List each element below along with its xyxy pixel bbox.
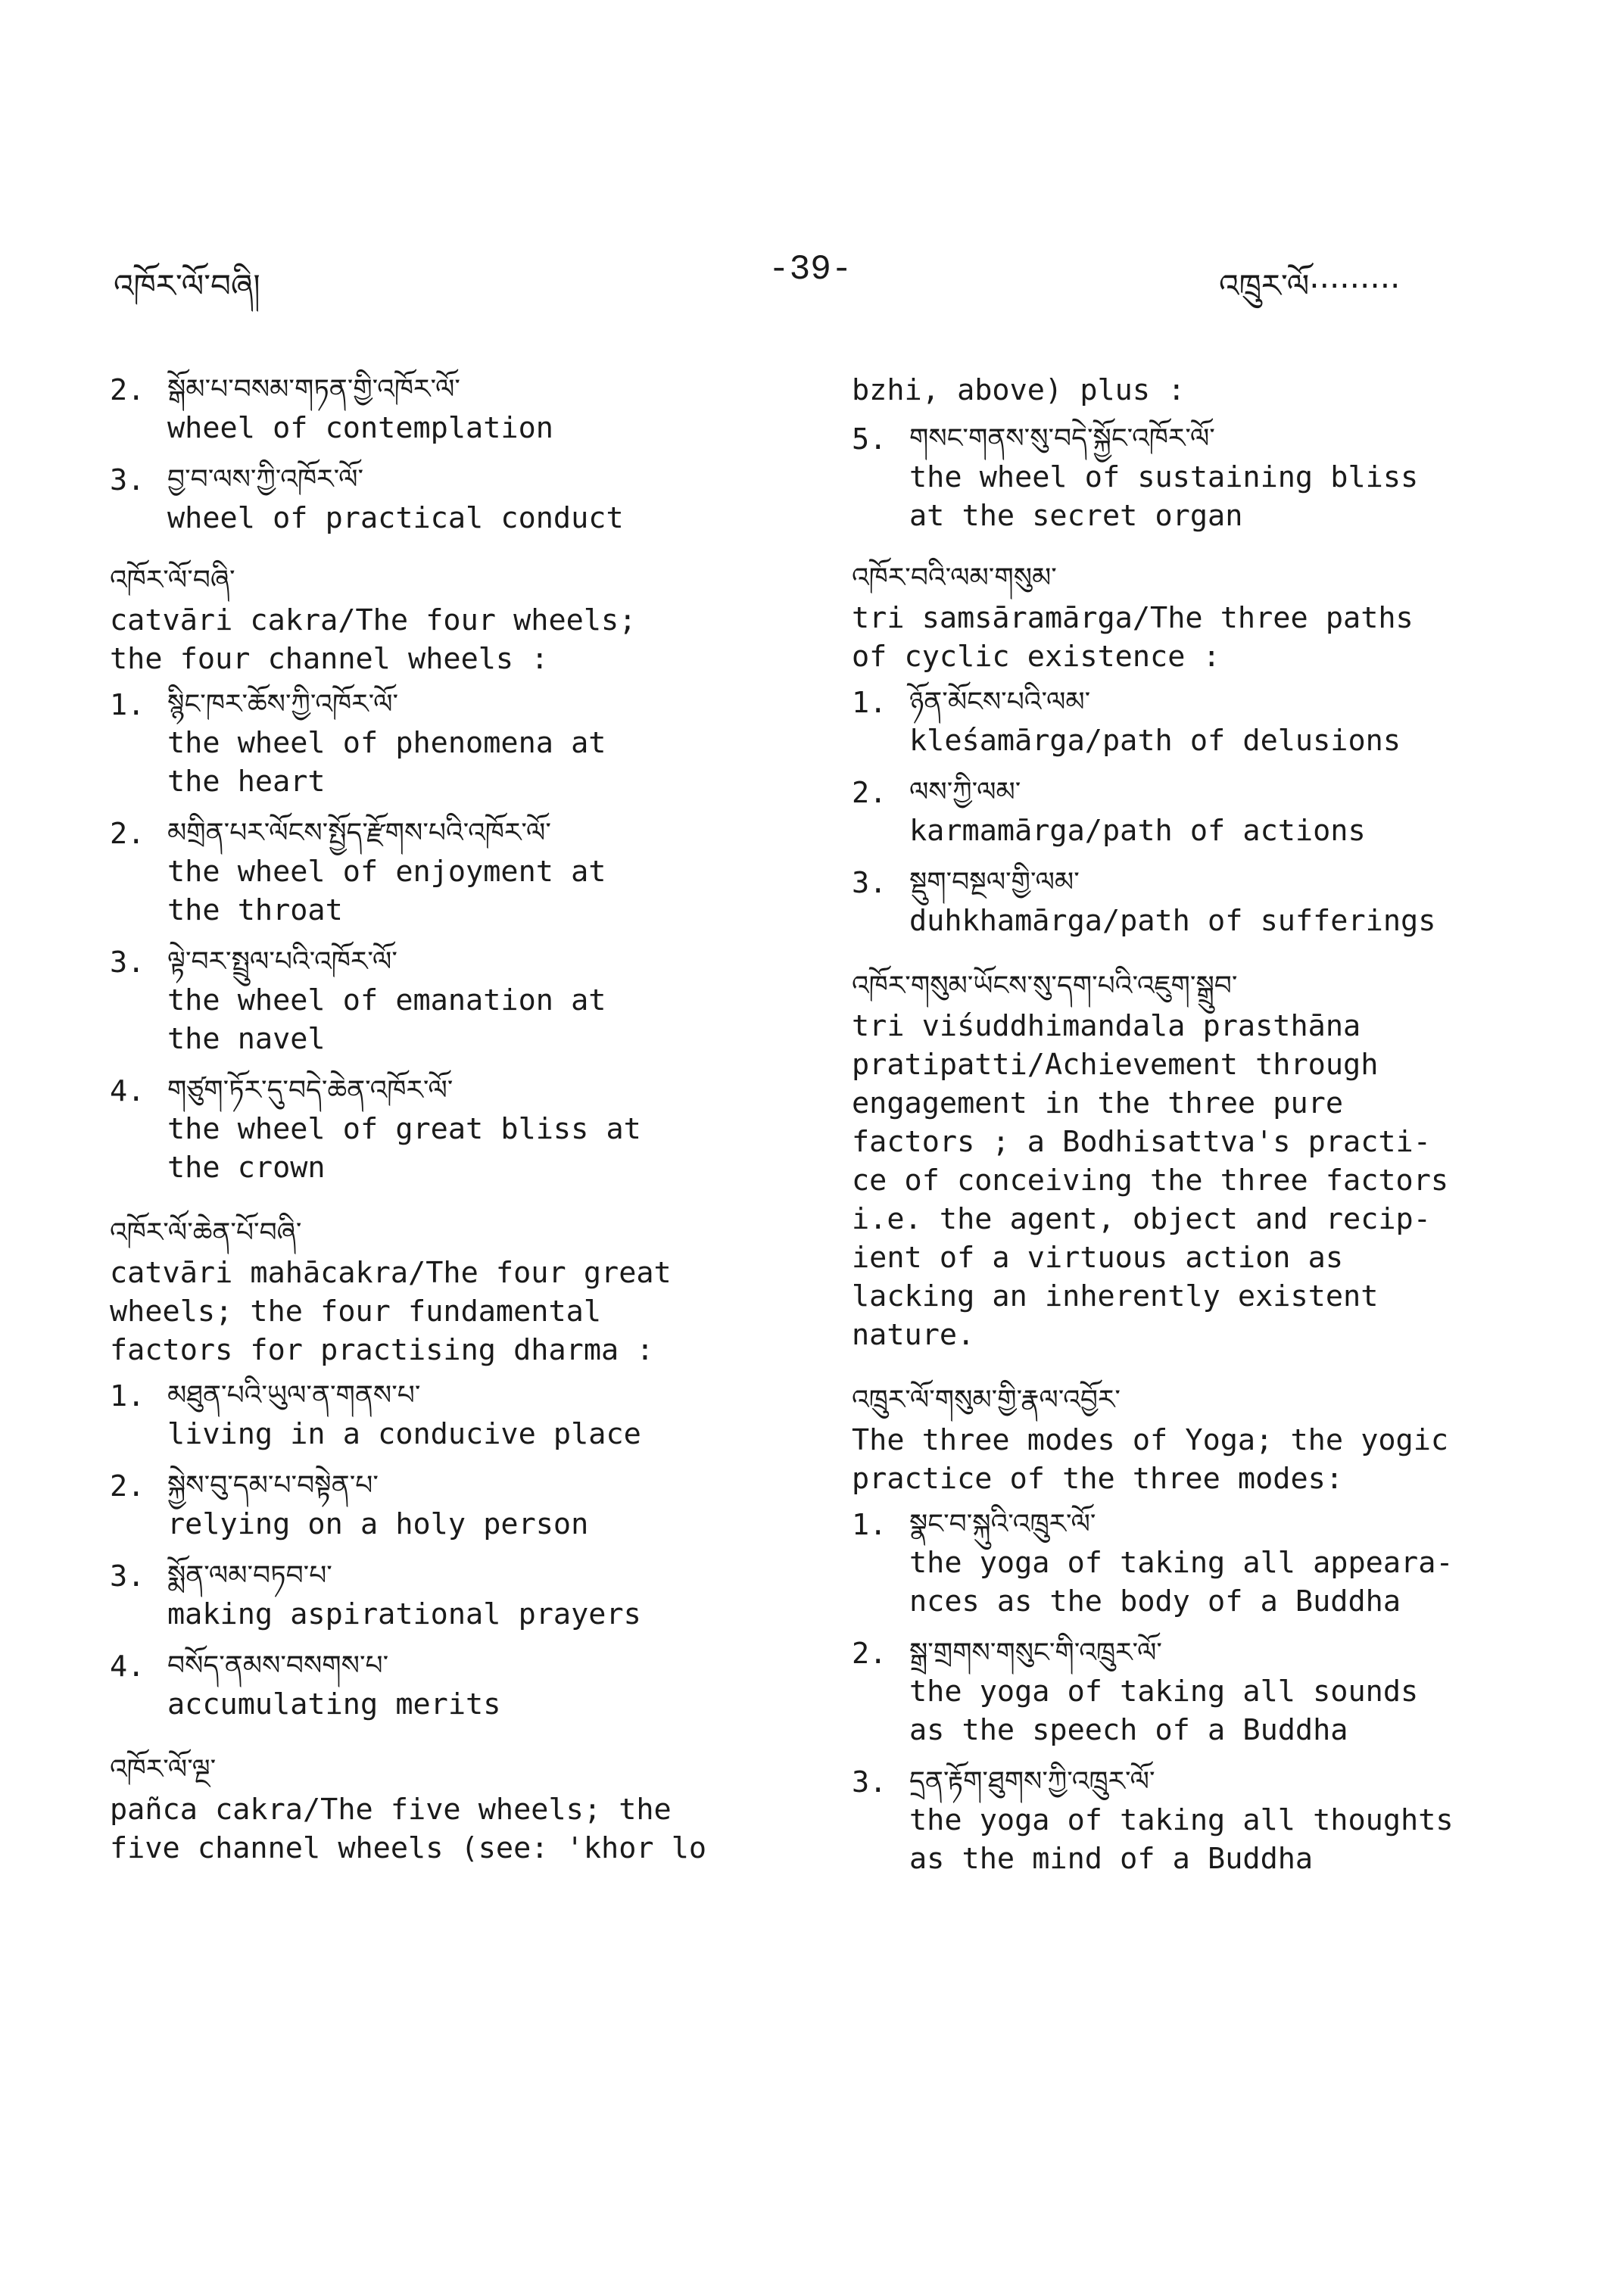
item-body [909, 774, 1533, 850]
item-translation: the yoga of taking all sounds as the speech of a Buddha [909, 1675, 1419, 1747]
item-number: 3. [852, 1765, 887, 1799]
item-number: 3. [110, 1559, 145, 1594]
item-body [909, 1763, 1533, 1878]
glossary-entry [852, 558, 1533, 940]
item-body [167, 1467, 821, 1544]
item-translation: the wheel of enjoyment at the throat [167, 855, 606, 927]
item-translation: wheel of practical conduct [167, 501, 624, 535]
list-item [852, 684, 1533, 760]
item-translation: accumulating merits [167, 1687, 501, 1721]
running-header-left: འཁོར་ལོ་བཞི། [114, 267, 260, 304]
entry-gloss: catvāri mahācakra/The four great wheels; the four fundamental factors for practising dharma : [110, 1256, 672, 1367]
item-list [852, 1506, 1533, 1878]
item-number: 3. [110, 946, 145, 980]
tibetan-term: སྙིང་ཁར་ཆོས་ཀྱི་འཁོར་ལོ་ [167, 689, 399, 720]
item-body [909, 1506, 1533, 1621]
entry-heading: འཁྲུར་ལོ་གསུམ་གྱི་རྣལ་འབྱོར་ [852, 1385, 1121, 1416]
item-number: 1. [852, 686, 887, 720]
tibetan-term: གསང་གནས་སུ་བདེ་སྐྱོང་འཁོར་ལོ་ [909, 423, 1215, 454]
item-body [167, 815, 821, 930]
item-translation: living in a conducive place [167, 1417, 641, 1451]
item-number: 4. [110, 1074, 145, 1108]
list-item [110, 686, 821, 801]
item-translation: the wheel of great bliss at the crown [167, 1112, 641, 1185]
item-body [167, 1072, 821, 1187]
item-translation: duhkhamārga/path of sufferings [909, 904, 1436, 938]
item-list [110, 686, 821, 1187]
list-item [110, 1557, 821, 1634]
list-item [110, 461, 821, 537]
item-translation: the yoga of taking all thoughts as the mind of a Buddha [909, 1803, 1454, 1876]
item-translation: kleśamārga/path of delusions [909, 724, 1401, 758]
tibetan-term: སྡུག་བསྔལ་གྱི་ལམ་ [909, 867, 1080, 898]
item-body [167, 1557, 821, 1634]
tibetan-term: གཙུག་ཏོར་དུ་བདེ་ཆེན་འཁོར་ལོ་ [167, 1075, 454, 1106]
item-translation: the wheel of sustaining bliss at the secret organ [909, 460, 1419, 533]
list-item [110, 1467, 821, 1544]
item-body [167, 943, 821, 1058]
list-item [110, 815, 821, 930]
tibetan-term: མགྲིན་པར་ལོངས་སྤྱོད་རྫོགས་པའི་འཁོར་ལོ་ [167, 818, 551, 849]
item-number: 5. [852, 422, 887, 456]
item-number: 1. [110, 688, 145, 722]
entry-heading: འཁོར་གསུམ་ཡོངས་སུ་དག་པའི་འཇུག་སྒྲུབ་ [852, 970, 1238, 1002]
tibetan-term: སྨོན་ལམ་བཏབ་པ་ [167, 1560, 332, 1591]
tibetan-term: མཐུན་པའི་ཡུལ་ན་གནས་པ་ [167, 1380, 421, 1411]
item-translation: wheel of contemplation [167, 411, 553, 445]
left-column [110, 371, 821, 1893]
right-column [852, 371, 1533, 1904]
tibetan-term: ལྟེ་བར་སྤྲུལ་པའི་འཁོར་ལོ་ [167, 946, 397, 977]
list-item [852, 1763, 1533, 1878]
tibetan-term: སྒྲ་གྲགས་གསུང་གི་འཁྲུར་ལོ་ [909, 1637, 1162, 1668]
item-number: 1. [110, 1379, 145, 1413]
entry-heading: འཁོར་བའི་ལམ་གསུམ་ [852, 562, 1057, 594]
item-number: 3. [852, 866, 887, 900]
item-translation: the wheel of emanation at the navel [167, 983, 606, 1056]
item-number: 2. [110, 817, 145, 851]
continuation-text: bzhi, above) plus : [852, 373, 1186, 407]
tibetan-term: སྐྱེས་བུ་དམ་པ་བསྟེན་པ་ [167, 1470, 379, 1501]
list-item [110, 943, 821, 1058]
item-body [909, 1634, 1533, 1749]
list-item [110, 371, 821, 447]
entries-left [110, 560, 821, 1868]
entry-gloss: catvāri cakra/The four wheels; the four channel wheels : [110, 603, 637, 676]
tibetan-term: དྲན་རྟོག་ཐུགས་ཀྱི་འཁྲུར་ལོ་ [909, 1766, 1155, 1797]
item-translation: the wheel of phenomena at the heart [167, 726, 606, 799]
item-number: 4. [110, 1650, 145, 1684]
entry-gloss: The three modes of Yoga; the yogic practice of the three modes: [852, 1423, 1449, 1496]
glossary-entry [852, 1380, 1533, 1878]
item-number: 2. [110, 373, 145, 407]
item-number: 2. [852, 776, 887, 810]
list-item [110, 1072, 821, 1187]
item-translation: relying on a holy person [167, 1507, 589, 1541]
entry-gloss: tri samsāramārga/The three paths of cyclic existence : [852, 601, 1414, 674]
item-body [167, 1647, 821, 1724]
item-translation: karmamārga/path of actions [909, 814, 1366, 848]
entries-right [852, 558, 1533, 1878]
item-body [167, 461, 821, 537]
tibetan-term: སྒོམ་པ་བསམ་གཏན་གྱི་འཁོར་ལོ་ [167, 374, 460, 405]
continued-items [110, 371, 821, 537]
glossary-entry [110, 1213, 821, 1724]
item-number: 3. [110, 463, 145, 497]
item-translation: making aspirational prayers [167, 1597, 641, 1631]
list-item [852, 1634, 1533, 1749]
glossary-entry [110, 1749, 821, 1868]
list-item [852, 774, 1533, 850]
list-item [852, 1506, 1533, 1621]
item-body [909, 684, 1533, 760]
page-number: -39- [768, 250, 853, 289]
tibetan-term: བྱ་བ་ལས་ཀྱི་འཁོར་ལོ་ [167, 464, 364, 495]
entry-gloss: pañca cakra/The five wheels; the five channel wheels (see: 'khor lo [110, 1793, 707, 1865]
glossary-entry [852, 966, 1533, 1354]
list-item [110, 1647, 821, 1724]
list-item [110, 1377, 821, 1453]
item-number: 2. [110, 1469, 145, 1503]
item-body [909, 864, 1533, 940]
item-list [852, 684, 1533, 940]
list-item [852, 420, 1533, 535]
tibetan-term: བསོད་ནམས་བསགས་པ་ [167, 1650, 389, 1681]
entry-heading: འཁོར་ལོ་བཞི་ [110, 565, 235, 596]
tibetan-term: ལས་ཀྱི་ལམ་ [909, 777, 1021, 808]
item-body [909, 420, 1533, 535]
item-list [110, 1377, 821, 1724]
glossary-entry [110, 560, 821, 1187]
tibetan-term: ཉོན་མོངས་པའི་ལམ་ [909, 687, 1091, 718]
running-header-right: འཁྲུར་ལོ········· [1219, 267, 1401, 304]
item-body [167, 371, 821, 447]
item-number: 1. [852, 1508, 887, 1542]
tibetan-term: སྣང་བ་སྐུའི་འཁྲུར་ལོ་ [909, 1509, 1096, 1540]
item-translation: the yoga of taking all appeara- nces as the body of a Buddha [909, 1546, 1454, 1618]
item-body [167, 1377, 821, 1453]
continued-items [852, 420, 1533, 535]
entry-heading: འཁོར་ལོ་ལྔ་ [110, 1754, 217, 1785]
entry-gloss: tri viśuddhimandala prasthāna pratipatti/Achievement through engagement in the three pure factors ; a Bodhisattva's practi- ce of conceiving the three factors i.e. the agent, object and recip- ient of a virtuous action as lacking an inherently existent nature. [852, 1009, 1449, 1352]
entry-heading: འཁོར་ལོ་ཆེན་པོ་བཞི་ [110, 1217, 302, 1248]
item-body [167, 686, 821, 801]
list-item [852, 864, 1533, 940]
item-number: 2. [852, 1637, 887, 1671]
